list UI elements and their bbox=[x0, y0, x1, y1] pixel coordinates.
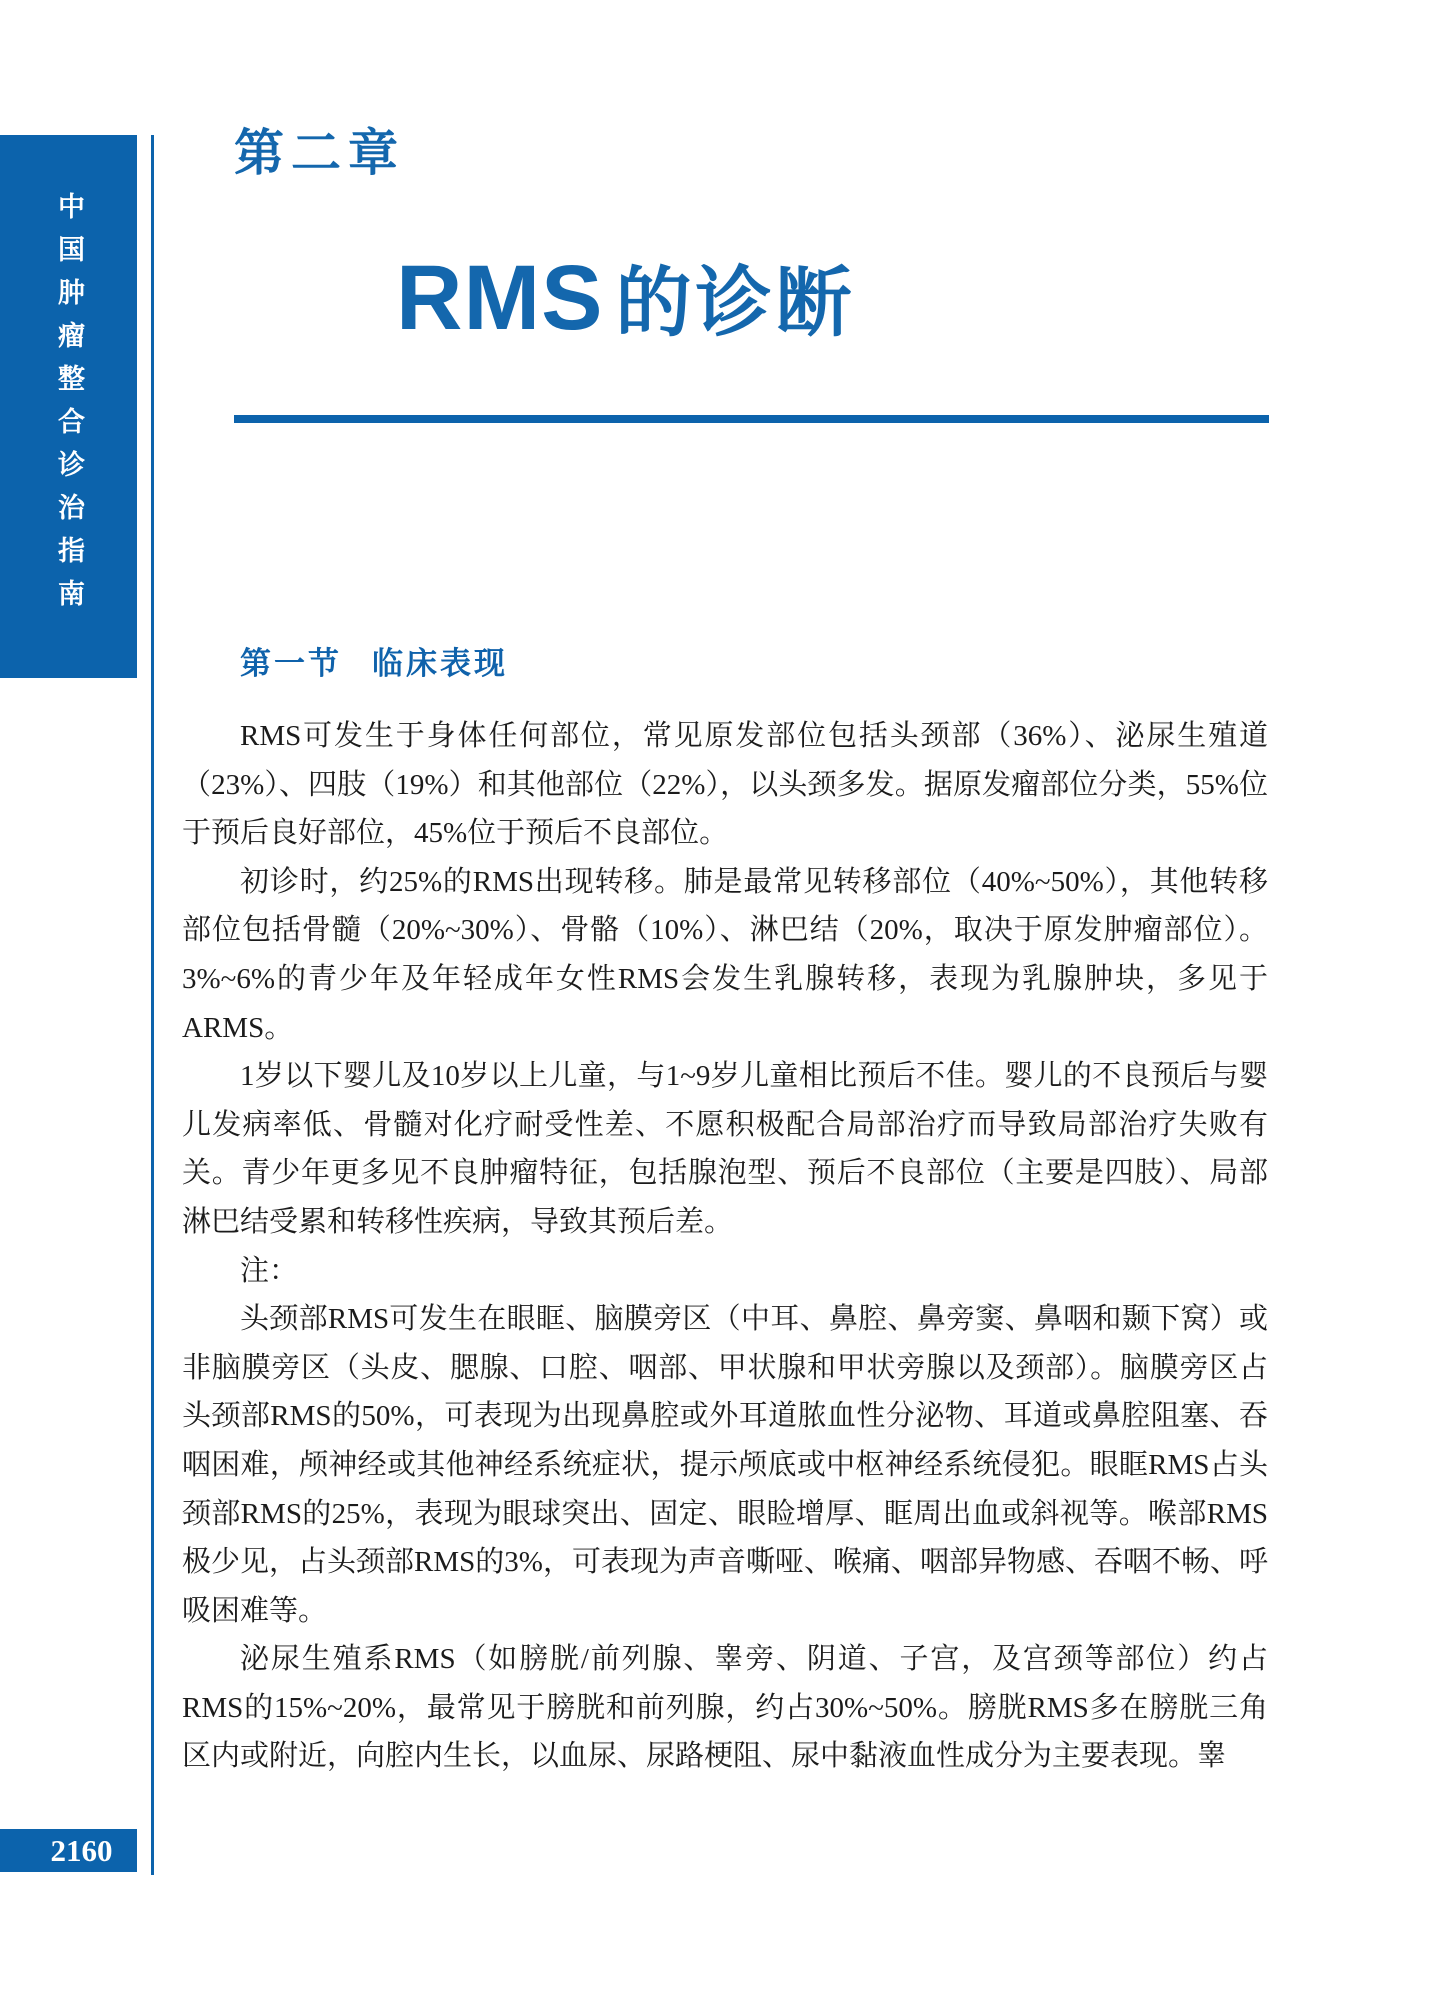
paragraph: 初诊时，约25%的RMS出现转移。肺是最常见转移部位（40%~50%），其他转移部位包括骨髓（20%~30%）、骨骼（10%）、淋巴结（20%，取决于原发肿瘤部位）。3%~6%的青少年及年轻成年女性RMS会发生乳腺转移，表现为乳腺肿块，多见于ARMS。 bbox=[182, 865, 1268, 1044]
page-number: 2160 bbox=[50, 1832, 113, 1868]
paragraph: RMS可发生于身体任何部位，常见原发部位包括头颈部（36%）、泌尿生殖道（23%）、四肢（19%）和其他部位（22%），以头颈多发。据原发瘤部位分类，55%位于预后良好部位，45%位于预后不良部位。 bbox=[182, 720, 1268, 850]
sidebar-banner bbox=[0, 135, 137, 678]
chapter-title bbox=[396, 247, 856, 349]
body-text bbox=[182, 712, 1268, 1781]
page-number-badge bbox=[0, 1829, 137, 1872]
title-rule bbox=[234, 415, 1269, 423]
chapter-title-latin: RMS bbox=[396, 247, 604, 349]
note-label: 注： bbox=[240, 1254, 299, 1287]
chapter-title-cjk: 的诊断 bbox=[615, 261, 856, 346]
paragraph: 1岁以下婴儿及10岁以上儿童，与1~9岁儿童相比预后不佳。婴儿的不良预后与婴儿发病率低、骨髓对化疗耐受性差、不愿积极配合局部治疗而导致局部治疗失败有关。青少年更多见不良肿瘤特征，包括腺泡型、预后不良部位（主要是四肢）、局部淋巴结受累和转移性疾病，导致其预后差。 bbox=[182, 1060, 1268, 1238]
sidebar-book-title: 中国肿瘤整合诊治指南 bbox=[54, 191, 84, 622]
paragraph: 头颈部RMS可发生在眼眶、脑膜旁区（中耳、鼻腔、鼻旁窦、鼻咽和颞下窝）或非脑膜旁区（头皮、腮腺、口腔、咽部、甲状腺和甲状旁腺以及颈部）。脑膜旁区占头颈部RMS的50%，可表现为出现鼻腔或外耳道脓血性分泌物、耳道或鼻腔阻塞、吞咽困难，颅神经或其他神经系统症状，提示颅底或中枢神经系统侵犯。眼眶RMS占头颈部RMS的25%，表现为眼球突出、固定、眼睑增厚、眶周出血或斜视等。喉部RMS极少见，占头颈部RMS的3%，可表现为声音嘶哑、喉痛、咽部异物感、吞咽不畅、呼吸困难等。 bbox=[182, 1303, 1268, 1627]
vertical-divider bbox=[151, 135, 154, 1875]
paragraph: 泌尿生殖系RMS（如膀胱/前列腺、睾旁、阴道、子宫，及宫颈等部位）约占RMS的15%~20%，最常见于膀胱和前列腺，约占30%~50%。膀胱RMS多在膀胱三角区内或附近，向腔内生长，以血尿、尿路梗阻、尿中黏液血性成分为主要表现。睾 bbox=[182, 1643, 1268, 1773]
chapter-label: 第二章 bbox=[234, 125, 405, 181]
section-title: 临床表现 bbox=[372, 646, 508, 681]
section-number: 第一节 bbox=[240, 646, 342, 681]
section-heading bbox=[240, 638, 508, 683]
